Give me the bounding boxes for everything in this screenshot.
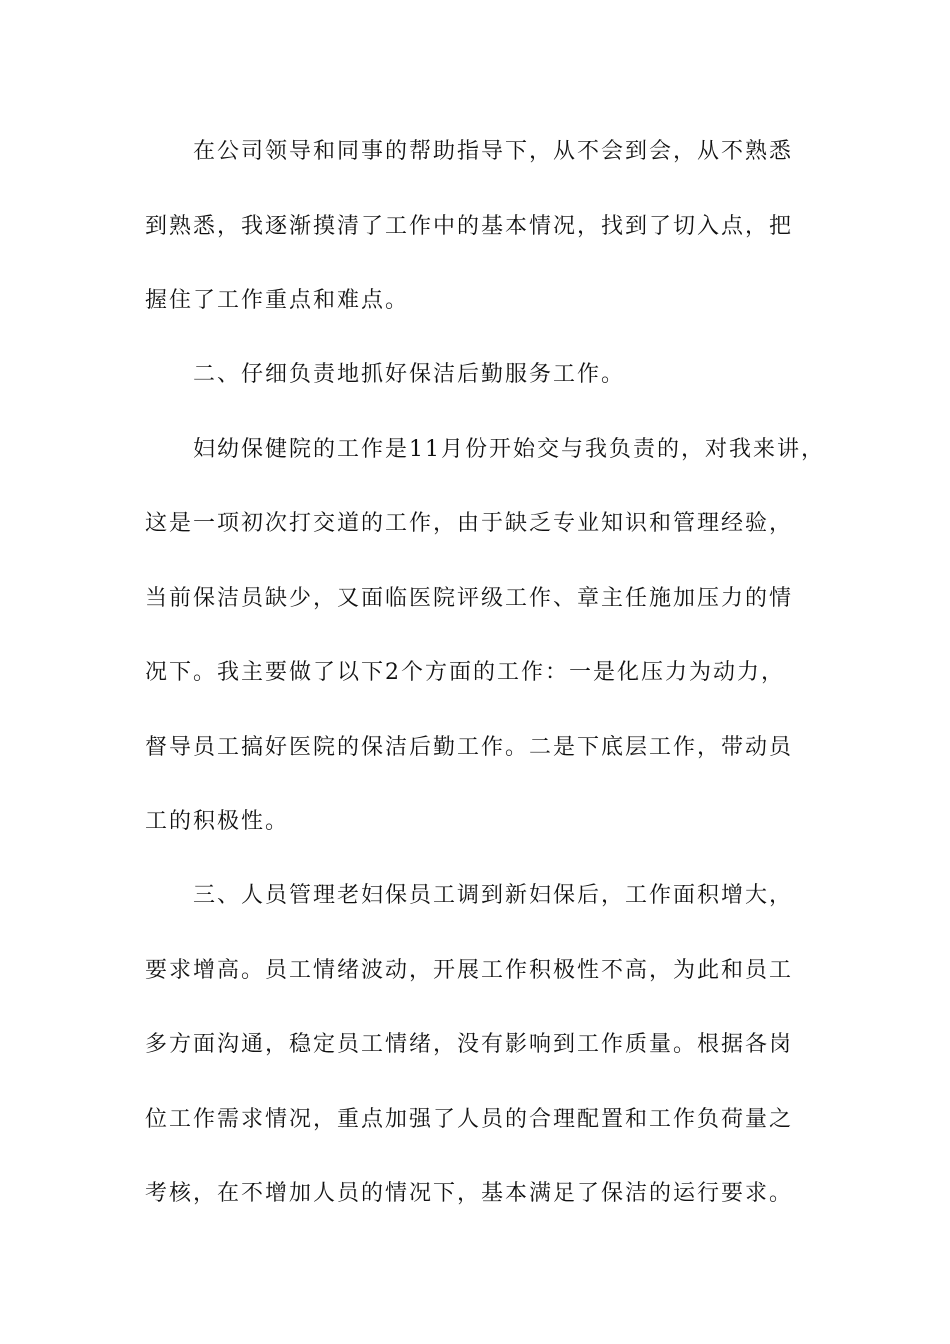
paragraph-line: 握住了工作重点和难点。 xyxy=(145,288,410,313)
paragraph-line: 到熟悉，我逐渐摸清了工作中的基本情况，找到了切入点，把 xyxy=(145,214,794,239)
section-heading: 二、仔细负责地抓好保洁后勤服务工作。 xyxy=(193,362,626,387)
paragraph-line: 这是一项初次打交道的工作，由于缺乏专业知识和管理经验， xyxy=(145,511,794,536)
paragraph-line: 考核，在不增加人员的情况下，基本满足了保洁的运行要求。 xyxy=(145,1181,794,1206)
paragraph-line: 工的积极性。 xyxy=(145,809,290,834)
paragraph-line: 多方面沟通，稳定员工情绪，没有影响到工作质量。根据各岗 xyxy=(145,1032,794,1057)
paragraph-line: 妇幼保健院的工作是11月份开始交与我负责的，对我来讲， xyxy=(193,437,825,462)
paragraph-line: 位工作需求情况，重点加强了人员的合理配置和工作负荷量之 xyxy=(145,1107,794,1132)
paragraph-line: 况下。我主要做了以下2个方面的工作：一是化压力为动力， xyxy=(145,660,785,685)
paragraph-line: 要求增高。员工情绪波动，开展工作积极性不高，为此和员工 xyxy=(145,958,794,983)
paragraph-line: 当前保洁员缺少，又面临医院评级工作、章主任施加压力的情 xyxy=(145,586,794,611)
paragraph-line: 督导员工搞好医院的保洁后勤工作。二是下底层工作，带动员 xyxy=(145,735,794,760)
section-heading: 三、人员管理老妇保员工调到新妇保后，工作面积增大， xyxy=(193,883,794,908)
paragraph-line: 在公司领导和同事的帮助指导下，从不会到会，从不熟悉 xyxy=(193,139,794,164)
